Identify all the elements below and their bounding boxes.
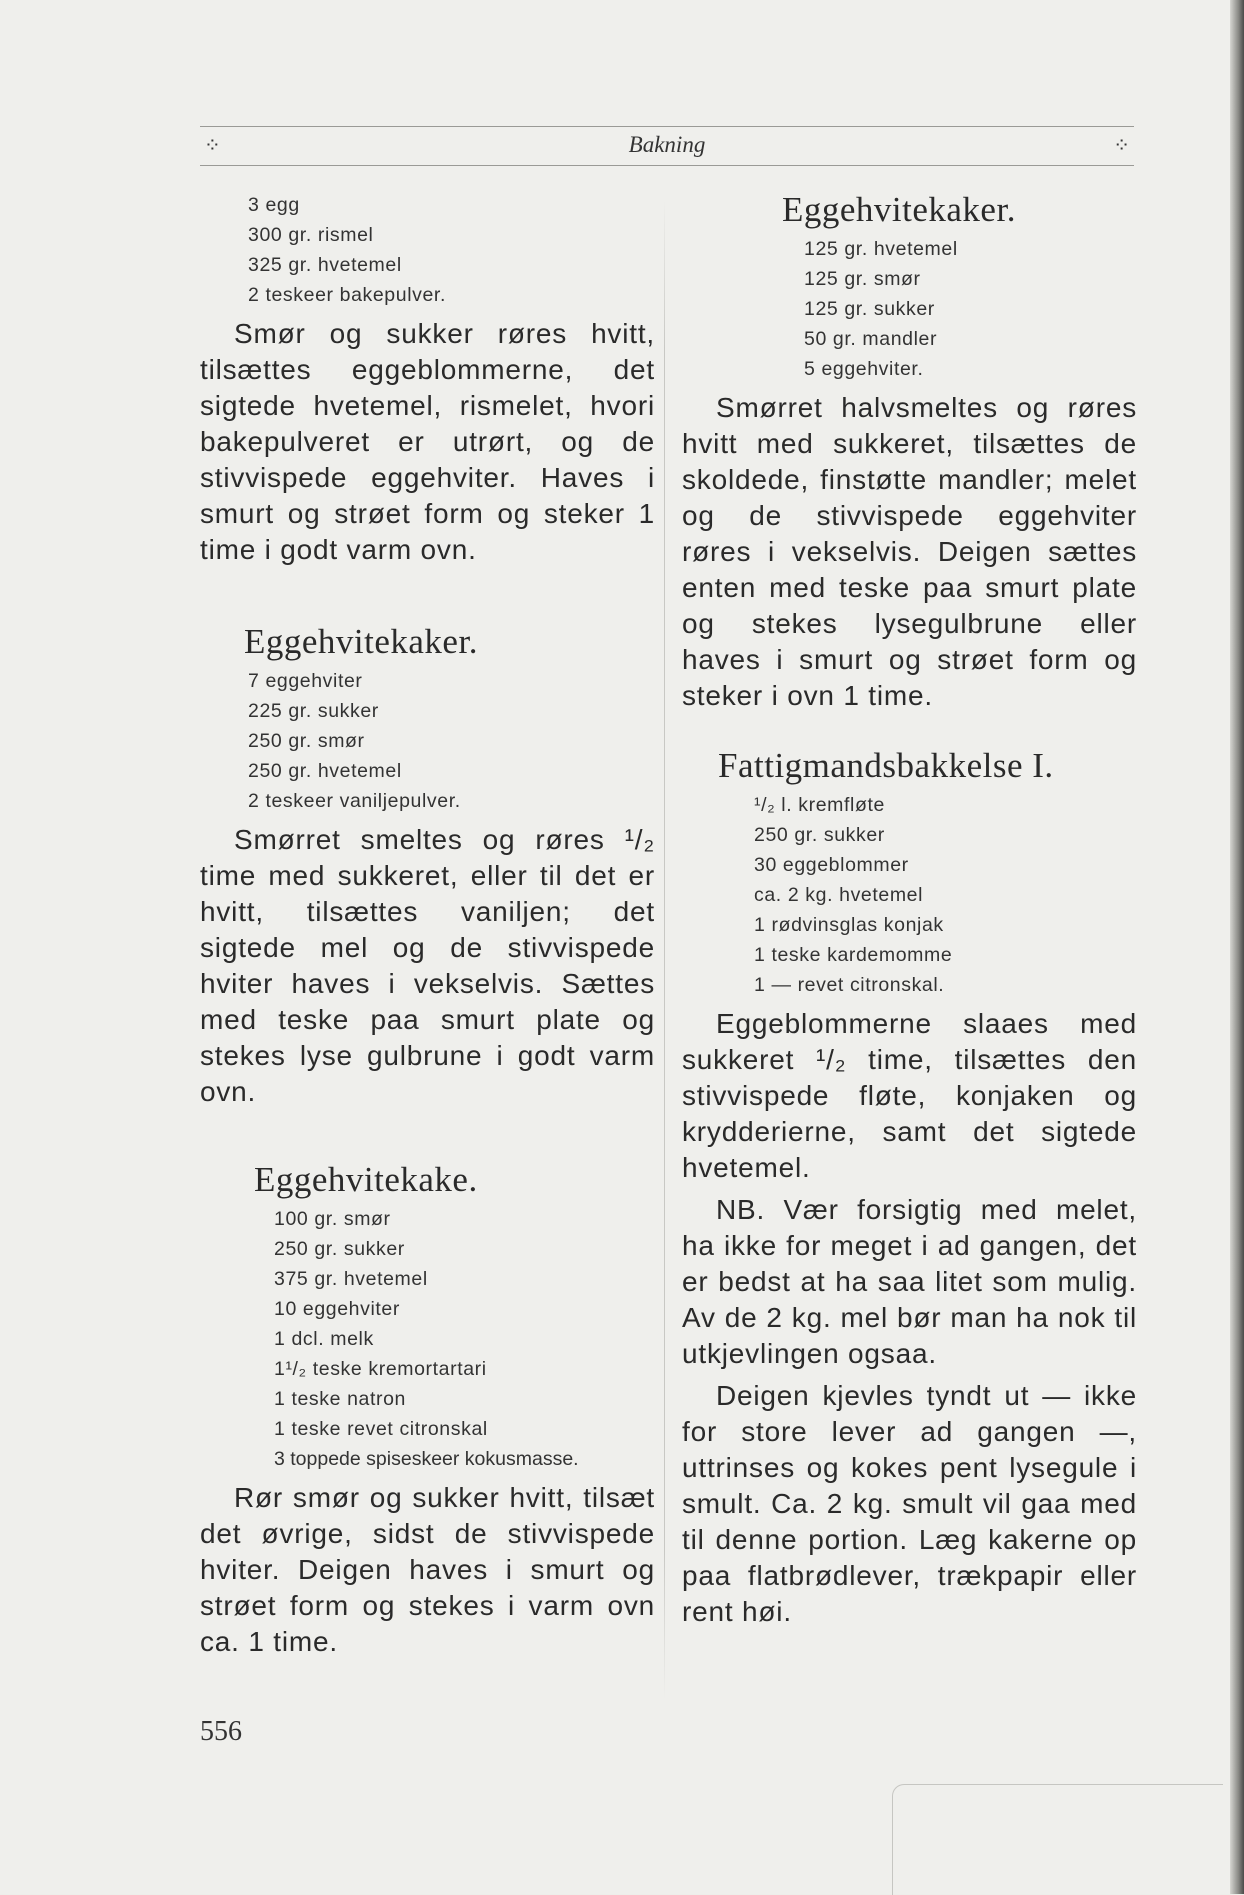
ingredient: 5 eggehviter. <box>804 358 924 380</box>
ingredient: 250 gr. sukker <box>754 824 885 846</box>
running-header <box>200 126 1134 166</box>
right-column <box>682 190 1137 1630</box>
ingredient-list <box>274 1204 655 1474</box>
ingredient: 1 — revet citronskal. <box>754 974 945 996</box>
ingredient: 10 eggehviter <box>274 1298 400 1320</box>
ingredient: 250 gr. sukker <box>274 1238 405 1260</box>
recipe-title: Fattigmandsbakkelse I. <box>718 746 1054 785</box>
ingredient-list <box>804 234 1137 384</box>
ingredient: 1¹/₂ teske kremortartari <box>274 1358 487 1380</box>
ingredient: 2 teskeer bakepulver. <box>248 284 446 306</box>
recipe-text: Smør og sukker røres hvitt, tilsættes eggeblommerne, det sigtede hvetemel, rismelet, hvori bakepulveret er utrørt, og de stivvispede eggehviter. Haves i smurt og strøet form og steker 1 time i godt varm ovn. <box>200 318 655 565</box>
page-corner-mark <box>892 1784 1223 1895</box>
ingredient: ca. 2 kg. hvetemel <box>754 884 924 906</box>
ingredient: 225 gr. sukker <box>248 700 379 722</box>
ingredient: 1 dcl. melk <box>274 1328 374 1350</box>
ingredient: 50 gr. mandler <box>804 328 938 350</box>
recipe-text: Smørret halvsmeltes og røres hvitt med sukkeret, tilsættes de skoldede, finstøtte mandler; melet og de stivvispede eggehviter røres i vekselvis. Deigen sættes enten med teske paa smurt plate og stekes lysegulbrune eller haves i smurt og strøet form og steker i ovn 1 time. <box>682 392 1137 711</box>
left-column <box>200 190 655 1660</box>
ingredient: 3 toppede spiseskeer kokusmasse. <box>274 1448 579 1470</box>
ingredient-list <box>248 666 655 816</box>
ingredient: 250 gr. smør <box>248 730 365 752</box>
recipe-text: Eggeblommerne slaaes med sukkeret ¹/₂ time, tilsættes den stivvispede fløte, konjaken og krydderierne, samt det sigtede hvetemel. <box>682 1008 1137 1183</box>
ingredient-list <box>754 790 1137 1000</box>
ornament-left-icon: ⁘ <box>204 135 221 157</box>
recipe-text: Deigen kjevles tyndt ut — ikke for store lever ad gangen —, uttrinses og kokes pent lysegule i smult. Ca. 2 kg. smult vil gaa med til denne portion. Læg kakerne op paa flatbrødlever, trækpapir eller rent høi. <box>682 1380 1137 1627</box>
ingredient: 300 gr. rismel <box>248 224 374 246</box>
ingredient: 1 teske natron <box>274 1388 406 1410</box>
ingredient: 1 teske revet citronskal <box>274 1418 488 1440</box>
recipe-title: Eggehvitekaker. <box>782 190 1016 229</box>
ingredient: 325 gr. hvetemel <box>248 254 402 276</box>
ornament-right-icon: ⁘ <box>1113 135 1130 157</box>
ingredient: 7 eggehviter <box>248 670 363 692</box>
recipe-title: Eggehvitekaker. <box>244 622 478 661</box>
ingredient: 125 gr. sukker <box>804 298 935 320</box>
ingredient: 30 eggeblommer <box>754 854 909 876</box>
ingredient: 1 rødvinsglas konjak <box>754 914 944 936</box>
ingredient: 125 gr. hvetemel <box>804 238 958 260</box>
recipe-text: Rør smør og sukker hvitt, tilsæt det øvrige, sidst de stivvispede hviter. Deigen haves i smurt og strøet form og stekes i varm ovn ca. 1 time. <box>200 1482 655 1657</box>
ingredient: 100 gr. smør <box>274 1208 391 1230</box>
ingredient-list <box>248 190 655 310</box>
recipe-note: NB. Vær forsigtig med melet, ha ikke for meget i ad gangen, det er bedst at ha saa litet som mulig. Av de 2 kg. mel bør man ha nok til utkjevlingen ogsaa. <box>682 1194 1137 1369</box>
ingredient: 375 gr. hvetemel <box>274 1268 428 1290</box>
recipe-title: Eggehvitekake. <box>254 1160 478 1199</box>
ingredient: 1 teske kardemomme <box>754 944 953 966</box>
header-title: Bakning <box>628 132 706 157</box>
ingredient: 3 egg <box>248 194 300 216</box>
ingredient: 2 teskeer vaniljepulver. <box>248 790 461 812</box>
ingredient: 125 gr. smør <box>804 268 921 290</box>
page-edge <box>1230 0 1244 1894</box>
page-number: 556 <box>200 1716 242 1747</box>
recipe-text: Smørret smeltes og røres ¹/₂ time med sukkeret, eller til det er hvitt, tilsættes vaniljen; det sigtede mel og de stivvispede hviter haves i vekselvis. Sættes med teske paa smurt plate og stekes lyse gulbrune i godt varm ovn. <box>200 824 655 1107</box>
ingredient: ¹/₂ l. kremfløte <box>754 794 885 816</box>
ingredient: 250 gr. hvetemel <box>248 760 402 782</box>
column-divider <box>664 200 665 1700</box>
